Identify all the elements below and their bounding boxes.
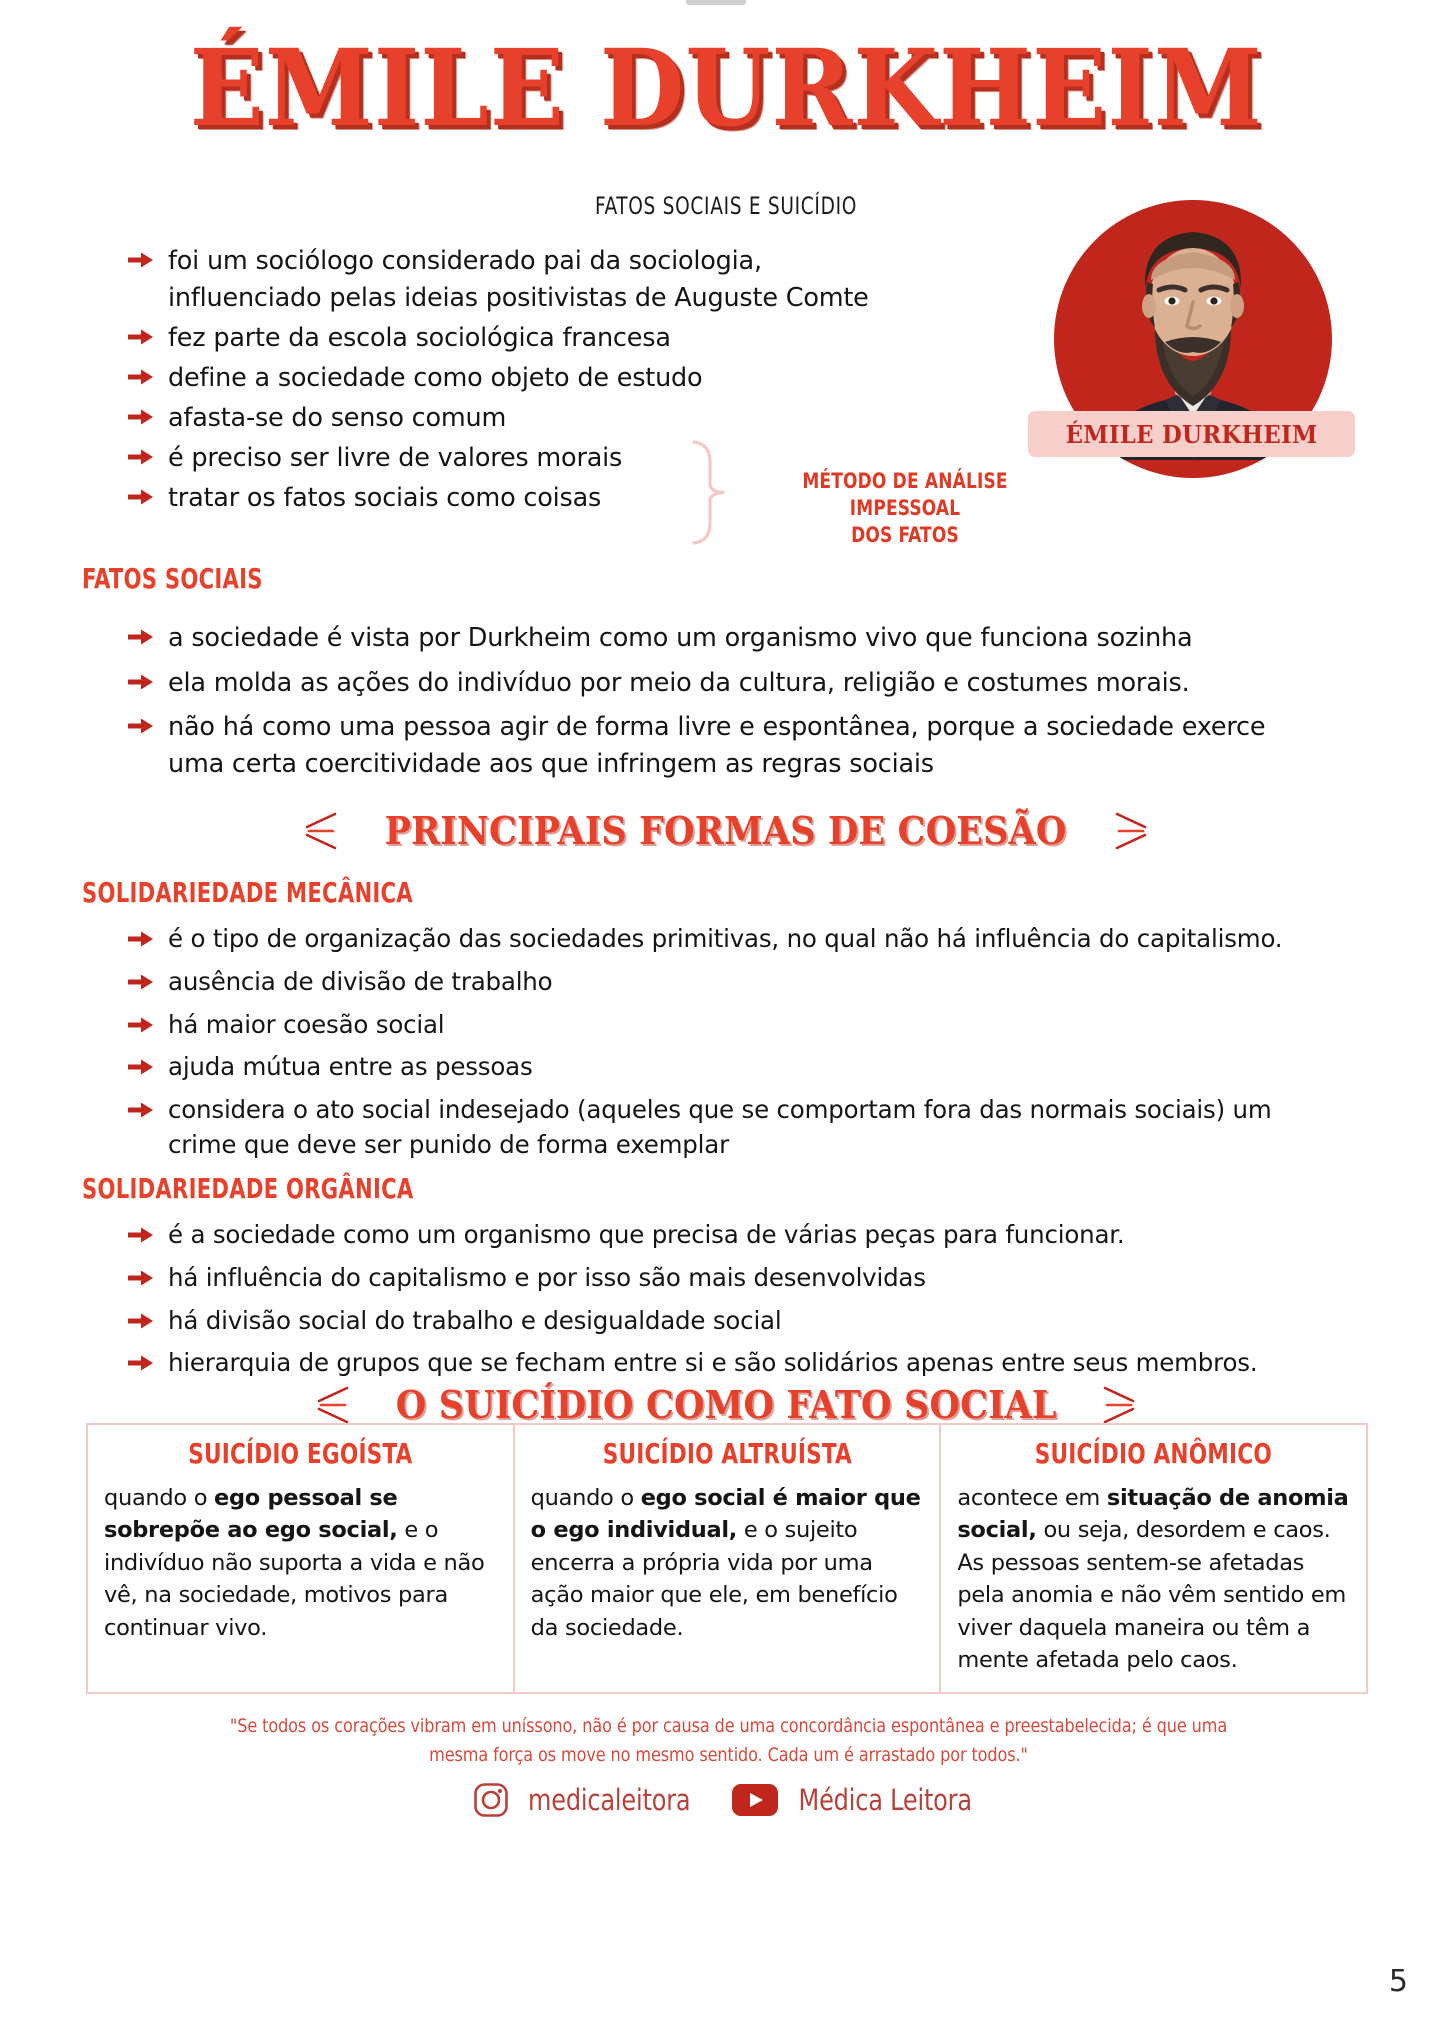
page-title-wrap	[0, 25, 1452, 150]
arrow-bullet-icon	[128, 488, 154, 506]
quote-line-1: "Se todos os corações vibram em uníssono, não é por causa de uma concordância espontânea e preestabelecida; é que uma	[229, 1715, 1228, 1737]
list-item	[128, 1304, 1328, 1339]
arrow-bullet-icon	[128, 448, 154, 466]
instagram-handle: medicaleitora	[527, 1783, 690, 1817]
list-item-text: há maior coesão social	[168, 1009, 445, 1039]
list-item-text: ausência de divisão de trabalho	[168, 966, 553, 996]
solidariedade-mecanica-section	[128, 922, 1328, 1171]
list-item	[128, 620, 1313, 657]
solidariedade-mecanica-bullet-list	[128, 922, 1328, 1163]
arrow-bullet-icon	[128, 673, 154, 691]
burst-right-icon	[1103, 1384, 1137, 1426]
burst-right-icon	[1115, 810, 1149, 852]
list-item-text: a sociedade é vista por Durkheim como um organismo vivo que funciona sozinha	[168, 623, 1193, 653]
table-column-altruista	[515, 1425, 942, 1692]
banner-suicidio-text: O SUICÍDIO COMO FATO SOCIAL	[395, 1382, 1057, 1427]
list-item	[128, 1093, 1328, 1163]
arrow-bullet-icon	[128, 628, 154, 646]
section-heading-solidariedade-organica: SOLIDARIEDADE ORGÂNICA	[82, 1172, 414, 1205]
list-item	[128, 360, 918, 397]
method-annotation-line2: DOS FATOS	[851, 522, 959, 547]
solidariedade-organica-bullet-list	[128, 1218, 1328, 1381]
arrow-bullet-icon	[128, 368, 154, 386]
list-item	[128, 1261, 1328, 1296]
table-column-anomico	[941, 1425, 1366, 1692]
portrait-name-label	[1028, 411, 1355, 457]
table-column-body: quando o ego pessoal se sobrepõe ao ego social, e o indivíduo não suporta a vida e não vê, na sociedade, motivos para continuar vivo.	[104, 1485, 485, 1641]
table-column-header: SUICÍDIO ANÔMICO	[1035, 1437, 1273, 1470]
list-item	[128, 320, 918, 357]
social-youtube[interactable]	[731, 1783, 979, 1817]
list-item	[128, 1218, 1328, 1253]
arrow-bullet-icon	[128, 930, 154, 948]
banner-coesao-text: PRINCIPAIS FORMAS DE COESÃO	[385, 808, 1067, 853]
list-item-text: é o tipo de organização das sociedades primitivas, no qual não há influência do capitalismo.	[168, 924, 1283, 953]
method-annotation	[752, 468, 1058, 549]
portrait-name-text: ÉMILE DURKHEIM	[1065, 419, 1318, 449]
table-column-body: quando o ego social é maior que o ego individual, e o sujeito encerra a própria vida por uma ação maior que ele, em benefício da sociedade.	[530, 1485, 921, 1641]
youtube-handle: Médica Leitora	[798, 1783, 972, 1817]
arrow-bullet-icon	[128, 408, 154, 426]
table-column-header: SUICÍDIO EGOÍSTA	[188, 1437, 413, 1470]
arrow-bullet-icon	[128, 1226, 154, 1244]
arrow-bullet-icon	[128, 973, 154, 991]
list-item-text: hierarquia de grupos que se fecham entre si e são solidários apenas entre seus membros.	[168, 1348, 1258, 1378]
list-item	[128, 665, 1313, 702]
page-number: 5	[1388, 1964, 1408, 1999]
list-item	[128, 1346, 1328, 1381]
instagram-icon[interactable]	[473, 1782, 509, 1818]
arrow-bullet-icon	[128, 1354, 154, 1372]
burst-left-icon	[303, 810, 337, 852]
section-heading-fatos-sociais: FATOS SOCIAIS	[82, 562, 263, 595]
list-item-text: é preciso ser livre de valores morais	[168, 442, 623, 473]
list-item-text: ela molda as ações do indivíduo por meio da cultura, religião e costumes morais.	[168, 667, 1190, 698]
table-column-egoista	[88, 1425, 515, 1692]
youtube-icon[interactable]	[731, 1783, 779, 1817]
banner-coesao	[0, 808, 1452, 857]
fatos-sociais-bullet-list	[128, 620, 1313, 783]
list-item	[128, 243, 918, 317]
list-item-text: afasta-se do senso comum	[168, 402, 507, 433]
solidariedade-organica-section	[128, 1218, 1328, 1389]
page-subtitle: FATOS SOCIAIS E SUICÍDIO	[594, 192, 858, 220]
method-annotation-line1: MÉTODO DE ANÁLISE IMPESSOAL	[802, 469, 1008, 520]
footer-socials	[0, 1782, 1452, 1818]
list-item	[128, 709, 1313, 782]
curly-brace-icon	[690, 440, 726, 545]
arrow-bullet-icon	[128, 1269, 154, 1287]
arrow-bullet-icon	[128, 1101, 154, 1119]
list-item-text: há influência do capitalismo e por isso são mais desenvolvidas	[168, 1262, 926, 1292]
list-item-text: foi um sociólogo considerado pai da sociologia, influenciado pelas ideias positivistas de Auguste Comte	[168, 246, 869, 313]
list-item	[128, 965, 1328, 1000]
arrow-bullet-icon	[128, 717, 154, 735]
quote-line-2: mesma força os move no mesmo sentido. Cada um é arrastado por todos."	[429, 1744, 1028, 1767]
arrow-bullet-icon	[128, 251, 154, 269]
list-item	[128, 1008, 1328, 1043]
list-item-text: é a sociedade como um organismo que precisa de várias peças para funcionar.	[168, 1220, 1125, 1249]
list-item-text: tratar os fatos sociais como coisas	[168, 482, 602, 513]
burst-left-icon	[315, 1384, 349, 1426]
arrow-bullet-icon	[128, 1016, 154, 1034]
arrow-bullet-icon	[128, 1058, 154, 1076]
suicide-types-table	[86, 1423, 1368, 1694]
list-item	[128, 400, 918, 437]
list-item-text: há divisão social do trabalho e desigualdade social	[168, 1305, 782, 1335]
arrow-bullet-icon	[128, 328, 154, 346]
fatos-sociais-section	[128, 620, 1313, 791]
social-instagram[interactable]	[473, 1782, 697, 1818]
list-item	[128, 1050, 1328, 1085]
list-item-text: ajuda mútua entre as pessoas	[168, 1052, 533, 1082]
list-item-text: não há como uma pessoa agir de forma livre e espontânea, porque a sociedade exerce uma certa coercitividade aos que infringem as regras sociais	[168, 712, 1266, 780]
arrow-bullet-icon	[128, 1312, 154, 1330]
list-item-text: fez parte da escola sociológica francesa	[168, 322, 671, 353]
section-heading-solidariedade-mecanica: SOLIDARIEDADE MECÂNICA	[82, 876, 413, 909]
table-column-header: SUICÍDIO ALTRUÍSTA	[602, 1437, 852, 1470]
list-item-text: define a sociedade como objeto de estudo	[168, 362, 703, 393]
crop-mark	[686, 0, 746, 5]
quote-block	[162, 1712, 1295, 1771]
table-column-body: acontece em situação de anomia social, ou seja, desordem e caos. As pessoas sentem-se afetadas pela anomia e não vêm sentido em viver daquela maneira ou têm a mente afetada pelo caos.	[957, 1485, 1349, 1673]
list-item-text: considera o ato social indesejado (aqueles que se comportam fora das normais sociais) um crime que deve ser punido de forma exemplar	[168, 1095, 1272, 1159]
list-item	[128, 922, 1328, 957]
page-title: ÉMILE DURKHEIM	[189, 25, 1263, 150]
